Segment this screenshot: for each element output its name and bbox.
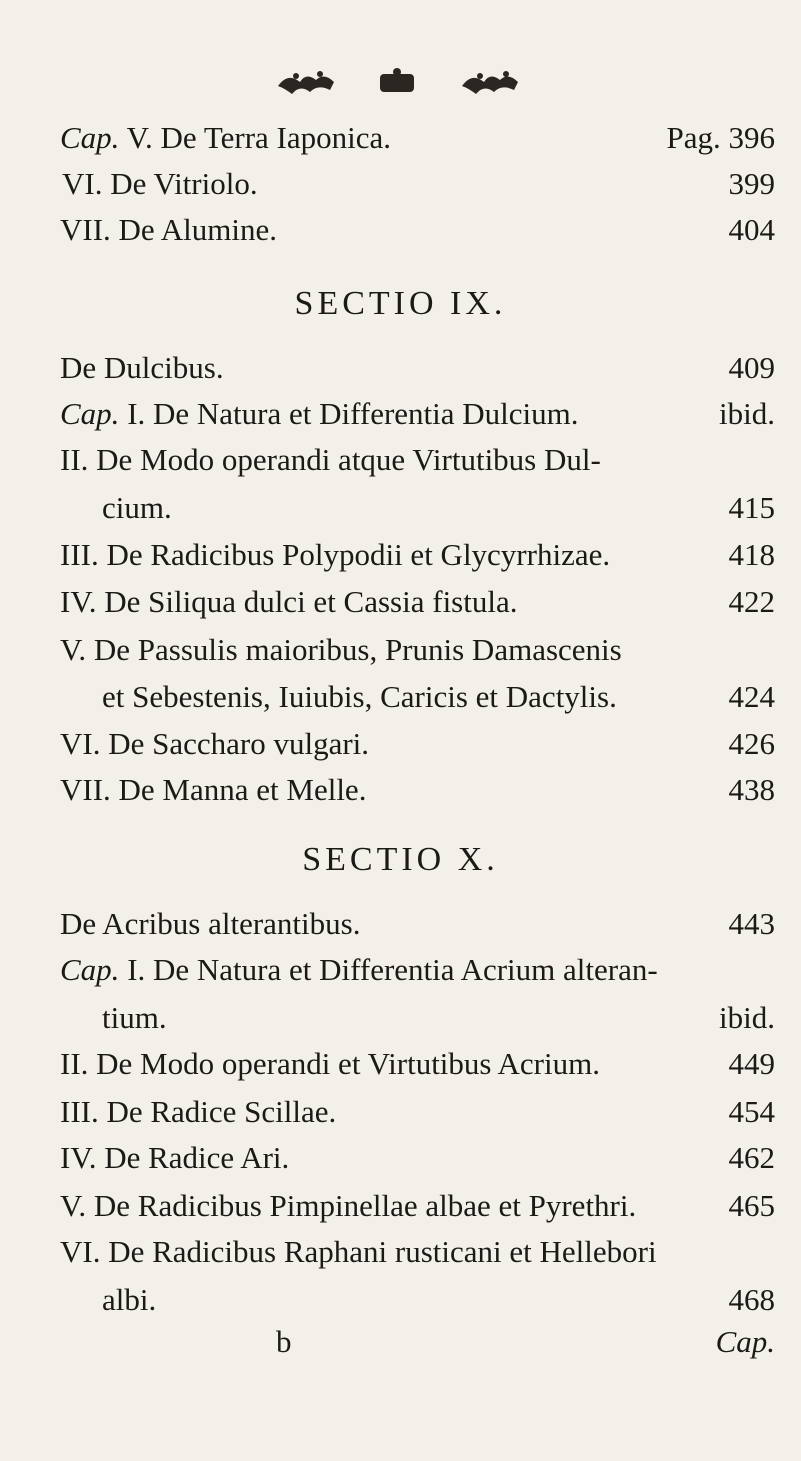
toc-entry <box>0 1092 801 1132</box>
toc-entry <box>0 904 801 944</box>
page-number: 462 <box>728 1140 775 1175</box>
page-number: 438 <box>728 772 775 807</box>
entry-title: De Dulcibus. <box>60 350 224 385</box>
entry-title: VI. De Radicibus Raphani rusticani et Hellebori <box>60 1234 657 1269</box>
entry-title: II. De Modo operandi atque Virtutibus Dul- <box>60 442 601 477</box>
toc-entry <box>0 394 801 434</box>
entry-title: albi. <box>102 1282 157 1317</box>
entry-title: V. De Terra Iaponica. <box>126 120 392 155</box>
signature-mark: b <box>276 1324 292 1359</box>
toc-entry <box>0 164 801 204</box>
toc-entry <box>0 630 801 670</box>
page-number: 443 <box>728 906 775 941</box>
toc-entry <box>0 1186 801 1226</box>
page-number: 404 <box>728 212 775 247</box>
page-number: 418 <box>728 537 775 572</box>
toc-entry <box>0 1138 801 1178</box>
toc-entry <box>0 440 801 480</box>
toc-entry <box>0 118 801 158</box>
toc-entry <box>0 1044 801 1084</box>
cap-label: Cap. <box>60 952 120 987</box>
entry-title: De Acribus alterantibus. <box>60 906 361 941</box>
page-number: 468 <box>728 1282 775 1317</box>
section-heading: SECTIO IX. <box>294 285 507 322</box>
page-number: 424 <box>728 679 775 714</box>
page-number: ibid. <box>719 396 775 431</box>
entry-title: VII. De Alumine. <box>60 212 277 247</box>
toc-entry <box>0 1232 801 1272</box>
cap-label: Cap. <box>60 120 120 155</box>
toc-entry <box>0 1280 801 1320</box>
entry-title: VII. De Manna et Melle. <box>60 772 367 807</box>
page-number: ibid. <box>719 1000 775 1035</box>
cap-label: Cap. <box>60 396 120 431</box>
entry-title: cium. <box>102 490 172 525</box>
page-number: 409 <box>728 350 775 385</box>
entry-title: I. De Natura et Differentia Dulcium. <box>127 396 579 431</box>
page-number: 399 <box>728 166 775 201</box>
entry-title: IV. De Siliqua dulci et Cassia fistula. <box>60 584 518 619</box>
toc-entry <box>0 677 801 717</box>
toc-entry <box>0 998 801 1038</box>
entry-title: VI. De Saccharo vulgari. <box>60 726 370 761</box>
page-number: 449 <box>728 1046 775 1081</box>
toc-entry <box>0 582 801 622</box>
entry-title: V. De Passulis maioribus, Prunis Damascenis <box>60 632 622 667</box>
toc-entry <box>0 770 801 810</box>
entry-title: II. De Modo operandi et Virtutibus Acrium. <box>60 1046 600 1081</box>
page-number: 454 <box>728 1094 775 1129</box>
toc-entry <box>0 348 801 388</box>
toc-entry <box>0 950 801 990</box>
entry-title: III. De Radice Scillae. <box>60 1094 337 1129</box>
entry-title: III. De Radicibus Polypodii et Glycyrrhizae. <box>60 537 611 572</box>
entry-title: tium. <box>102 1000 167 1035</box>
entry-title: V. De Radicibus Pimpinellae albae et Pyrethri. <box>60 1188 637 1223</box>
entry-title: I. De Natura et Differentia Acrium alteran- <box>127 952 658 987</box>
page-number: 422 <box>728 584 775 619</box>
catchword: Cap. <box>715 1324 775 1359</box>
entry-title: et Sebestenis, Iuiubis, Caricis et Dactylis. <box>102 679 617 714</box>
section-heading: SECTIO X. <box>302 841 499 878</box>
toc-entry <box>0 210 801 250</box>
toc-entry <box>0 488 801 528</box>
toc-entry <box>0 535 801 575</box>
page-number: 465 <box>728 1188 775 1223</box>
page-number: Pag. 396 <box>666 120 775 155</box>
page-number: 415 <box>728 490 775 525</box>
entry-title: IV. De Radice Ari. <box>60 1140 290 1175</box>
toc-entry <box>0 724 801 764</box>
page-number: 426 <box>728 726 775 761</box>
header-ornament-icon <box>0 62 801 102</box>
entry-title: VI. De Vitriolo. <box>62 166 258 201</box>
